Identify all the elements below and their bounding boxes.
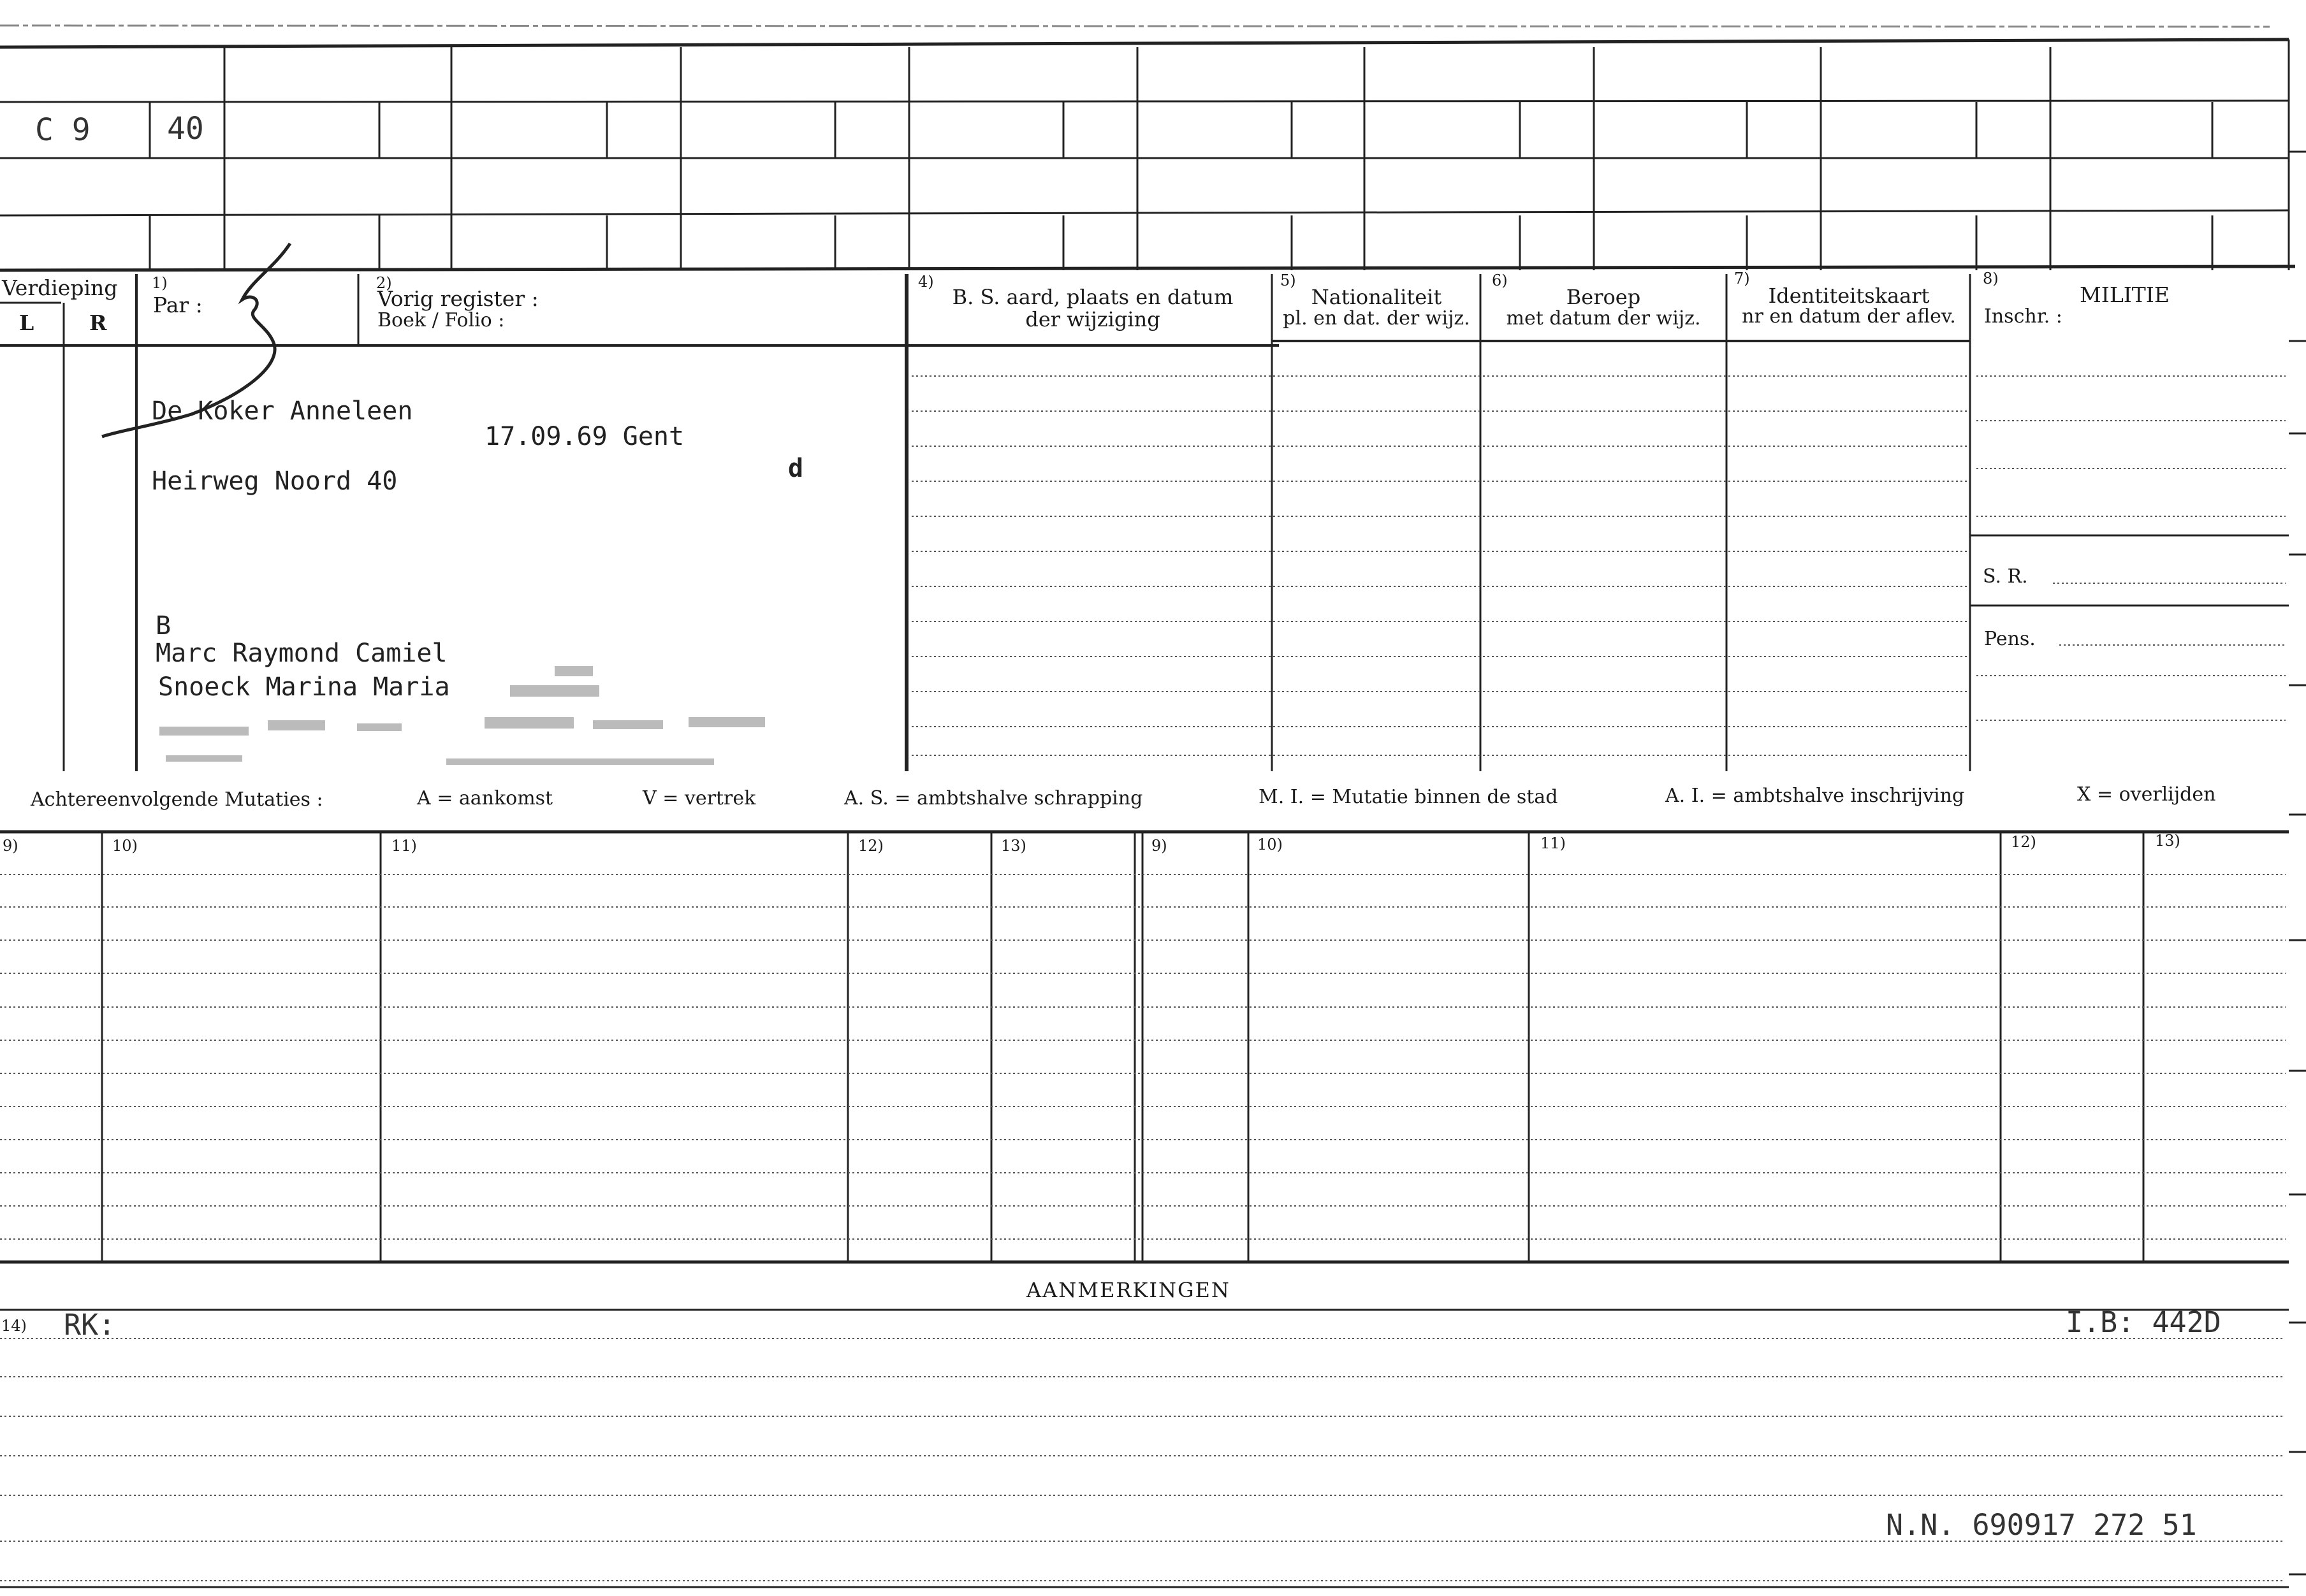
mutation-col-10b: 10) [1257,836,1283,853]
nationaliteit-header-line1: Nationaliteit [1311,285,1442,309]
birth-date-place: 17.09.69 Gent [485,422,685,451]
field-number-6: 6) [1492,272,1508,289]
nationaliteit-header-line2: pl. en dat. der wijz. [1283,307,1470,330]
register-number: 40 [167,111,204,147]
field-number-5: 5) [1280,272,1296,289]
pens-label: Pens. [1984,628,2036,650]
field-number-1: 1) [152,274,168,292]
beroep-header-line1: Beroep [1566,285,1641,309]
national-number: N.N. 690917 272 51 [1886,1508,2197,1542]
floor-r-label: R [89,310,107,335]
par-label: Par : [153,293,203,317]
inschr-label: Inschr. : [1984,305,2062,328]
status-mark: B [156,611,171,641]
register-code: C 9 [35,112,91,148]
field-number-8: 8) [1983,270,1999,287]
ib-code: I.B: 442D [2066,1305,2221,1339]
mutation-col-9b: 9) [1151,837,1167,855]
mutation-col-11b: 11) [1540,834,1566,852]
field-number-7: 7) [1734,270,1750,287]
mutation-col-9a: 9) [3,837,18,855]
person-name: De Koker Anneleen [152,396,413,426]
aanmerkingen-title: AANMERKINGEN [1026,1278,1230,1302]
verdieping-label: Verdieping [2,275,118,300]
boek-folio-label: Boek / Folio : [377,309,505,331]
field-number-2: 2) [376,274,392,292]
sex-marker: d [788,454,804,483]
mutation-col-10a: 10) [112,837,138,855]
identiteitskaart-header-line1: Identiteitskaart [1768,284,1930,308]
beroep-header-line2: met datum der wijz. [1506,307,1701,330]
sr-label: S. R. [1983,565,2028,588]
legend-mutatie-stad: M. I. = Mutatie binnen de stad [1259,786,1558,808]
religion-code: RK: [64,1308,116,1342]
field-number-14: 14) [1,1317,27,1335]
mutation-col-11a: 11) [391,837,417,855]
floor-l-label: L [19,310,34,335]
person-address: Heirweg Noord 40 [152,467,398,496]
mutation-col-12b: 12) [2011,833,2036,851]
mother-name: Snoeck Marina Maria [158,672,450,702]
bs-header-line2: der wijziging [1025,307,1160,331]
mutation-col-12a: 12) [858,837,884,855]
bs-header-line1: B. S. aard, plaats en datum [952,285,1234,309]
field-number-4: 4) [918,273,934,291]
father-name: Marc Raymond Camiel [156,639,448,668]
militie-header: MILITIE [2080,282,2170,307]
legend-ambtshalve-schrapping: A. S. = ambtshalve schrapping [844,787,1143,809]
legend-vertrek: V = vertrek [643,787,756,809]
vorig-register-label: Vorig register : [377,286,539,311]
legend-aankomst: A = aankomst [417,787,553,809]
legend-ambtshalve-inschrijving: A. I. = ambtshalve inschrijving [1665,785,1965,807]
identiteitskaart-header-line2: nr en datum der aflev. [1742,305,1956,328]
mutation-col-13a: 13) [1001,837,1026,855]
legend-overlijden: X = overlijden [2077,783,2216,806]
mutations-legend-title: Achtereenvolgende Mutaties : [31,788,323,811]
mutation-col-13b: 13) [2155,832,2180,850]
